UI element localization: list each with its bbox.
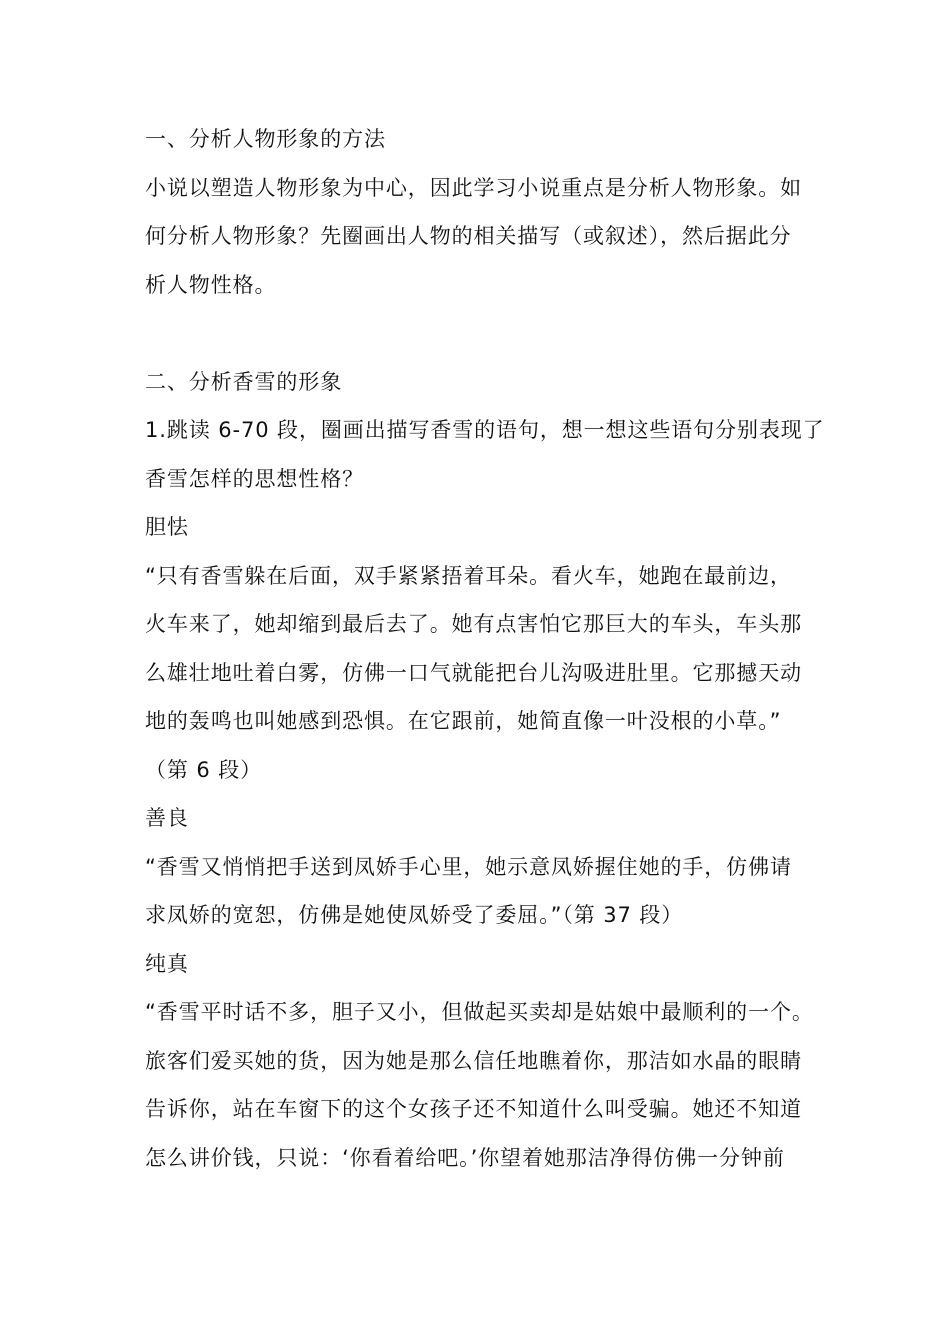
paragraph-line: 小说以塑造人物形象为中心，因此学习小说重点是分析人物形象。如 [145,175,802,200]
trait-label-timid: 胆怯 [145,515,189,539]
paragraph-line: 析人物性格。 [145,272,277,297]
trait-label-innocent: 纯真 [145,951,189,976]
task-line: 1.跳读 6-70 段，圈画出描写香雪的语句，想一想这些语句分别表现了 [145,418,825,442]
paragraph-line: 何分析人物形象？先圈画出人物的相关描写（或叙述），然后据此分 [145,224,792,248]
quote-line: 求凤娇的宽恕，仿佛是她使凤娇受了委屈。”（第 37 段） [145,903,684,927]
quote-line: 地的轰鸣也叫她感到恐惧。在它跟前，她简直像一叶没根的小草。” [145,709,782,733]
section-heading-methods: 一、分析人物形象的方法 [145,127,386,151]
task-line: 香雪怎样的思想性格？ [145,466,364,491]
quote-citation: （第 6 段） [145,757,263,782]
quote-line: 么雄壮地吐着白雾，仿佛一口气就能把台儿沟吸进肚里。它那撼天动 [145,660,802,685]
quote-line: 告诉你，站在车窗下的这个女孩子还不知道什么叫受骗。她还不知道 [145,1097,802,1121]
blank-line [145,309,813,358]
section-heading-xiangxue: 二、分析香雪的形象 [145,369,343,394]
quote-line: “只有香雪躲在后面，双手紧紧捂着耳朵。看火车，她跑在最前边， [145,563,792,588]
quote-line: 怎么讲价钱，只说：‘你看着给吧。’你望着她那洁净得仿佛一分钟前 [145,1145,785,1170]
quote-line: “香雪平时话不多，胆子又小，但做起买卖却是姑娘中最顺利的一个。 [145,1000,814,1024]
quote-line: 旅客们爱买她的货，因为她是那么信任地瞧着你，那洁如水晶的眼睛 [145,1048,802,1073]
trait-label-kind: 善良 [145,806,189,830]
document-body [145,115,825,1182]
quote-line: 火车来了，她却缩到最后去了。她有点害怕它那巨大的车头，车头那 [145,612,802,636]
quote-line: “香雪又悄悄把手送到凤娇手心里，她示意凤娇握住她的手，仿佛请 [145,854,792,879]
